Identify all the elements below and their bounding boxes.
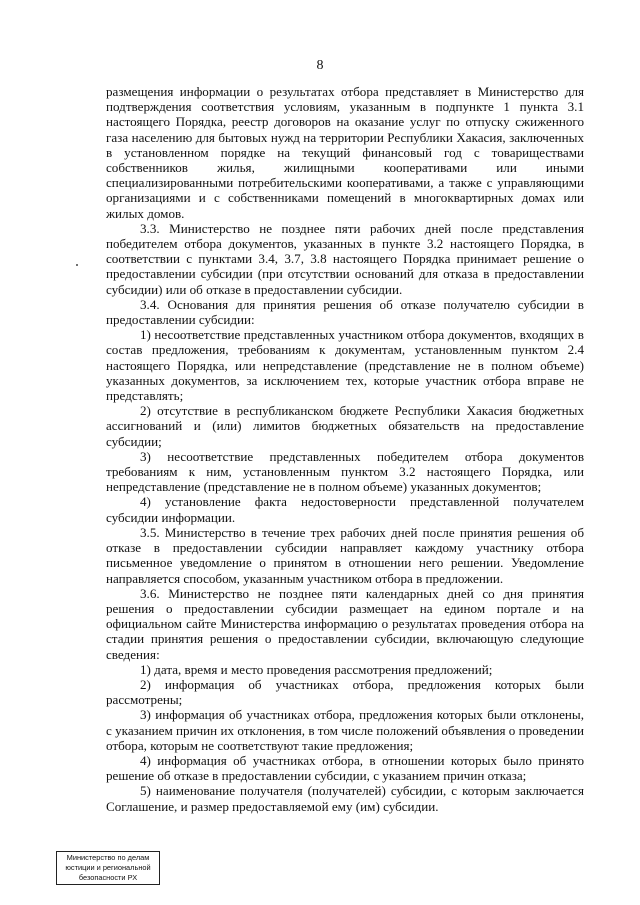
paragraph: размещения информации о результатах отбора представляет в Министерство для подтверждения соответствия условиям, указанным в подпункте 1 пункта 3.1 настоящего Порядка, реестр договоров на оказание услуг по отпуску сжиженного газа населению для бытовых нужд на территории Республики Хакасия, заключенных в установленном порядке на текущий финансовый год с товариществами собственников жилья, жилищными кооперативами или иными специализированными потребительскими кооперативами, а также с управляющими организациями и с собственниками помещений в многоквартирных домах или жилых домов. [106, 84, 584, 221]
list-item: 4) информация об участниках отбора, в отношении которых было принято решение об отказе в предоставлении субсидии, с указанием причин отказа; [106, 752, 584, 784]
list-item: 2) информация об участниках отбора, предложения которых были рассмотрены; [106, 676, 584, 708]
list-item: 1) дата, время и место проведения рассмотрения предложений; [140, 661, 493, 677]
paragraph-3-4: 3.4. Основания для принятия решения об отказе получателю субсидии в предоставлении субсидии: [106, 296, 584, 328]
paragraph-3-6: 3.6. Министерство не позднее пяти календарных дней со дня принятия решения о предоставлении субсидии размещает на едином портале и на официальном сайте Министерства информацию о результатах проведения отбора на стадии принятия решения о предоставлении субсидии, включающую следующие сведения: [106, 585, 584, 662]
ministry-stamp [56, 851, 160, 885]
list-item: 3) несоответствие представленных победителем отбора документов требованиям к ним, установленным пунктом 3.2 настоящего Порядка, или непредставление (представление не в полном объеме) указанных документов; [106, 448, 584, 495]
page-number: 8 [316, 58, 324, 73]
list-item: 5) наименование получателя (получателей) субсидии, с которым заключается Соглашение, и размер предоставляемой ему (им) субсидии. [106, 783, 584, 814]
list-item: 4) установление факта недостоверности представленной получателем субсидии информации. [106, 494, 584, 525]
document-body [106, 84, 584, 814]
margin-mark [76, 264, 78, 266]
list-item: 2) отсутствие в республиканском бюджете Республики Хакасия бюджетных ассигнований и (или) лимитов бюджетных обязательств на предоставление субсидии; [106, 403, 584, 449]
stamp-line: юстиции и региональной [65, 863, 151, 872]
stamp-line: безопасности РХ [78, 873, 138, 882]
stamp-line: Министерство по делам [66, 853, 150, 862]
paragraph-3-5: 3.5. Министерство в течение трех рабочих дней после принятия решения об отказе в предоставлении субсидии направляет каждому участнику отбора письменное уведомление о принятом в отношении него решении. Уведомление направляется способом, указанным участником отбора в предложении. [106, 524, 584, 586]
list-item: 3) информация об участниках отбора, предложения которых были отклонены, с указанием причин их отклонения, в том числе положений объявления о проведении отбора, которым не соответствуют такие предложения; [106, 707, 584, 753]
list-item: 1) несоответствие представленных участником отбора документов, входящих в состав предложения, требованиям к документам, установленным пунктом 2.4 настоящего Порядка, или непредставление (представление не в полном объеме) указанных документов, за исключением тех, которые участник отбора вправе не представлять; [106, 327, 584, 404]
paragraph-3-3: 3.3. Министерство не позднее пяти рабочих дней после представления победителем отбора документов, указанных в пункте 3.2 настоящего Порядка, в соответствии с пунктами 3.4, 3.7, 3.8 настоящего Порядка принимает решение о предоставлении субсидии (при отсутствии оснований для отказа в предоставлении субсидии) или об отказе в предоставлении субсидии. [106, 220, 584, 297]
